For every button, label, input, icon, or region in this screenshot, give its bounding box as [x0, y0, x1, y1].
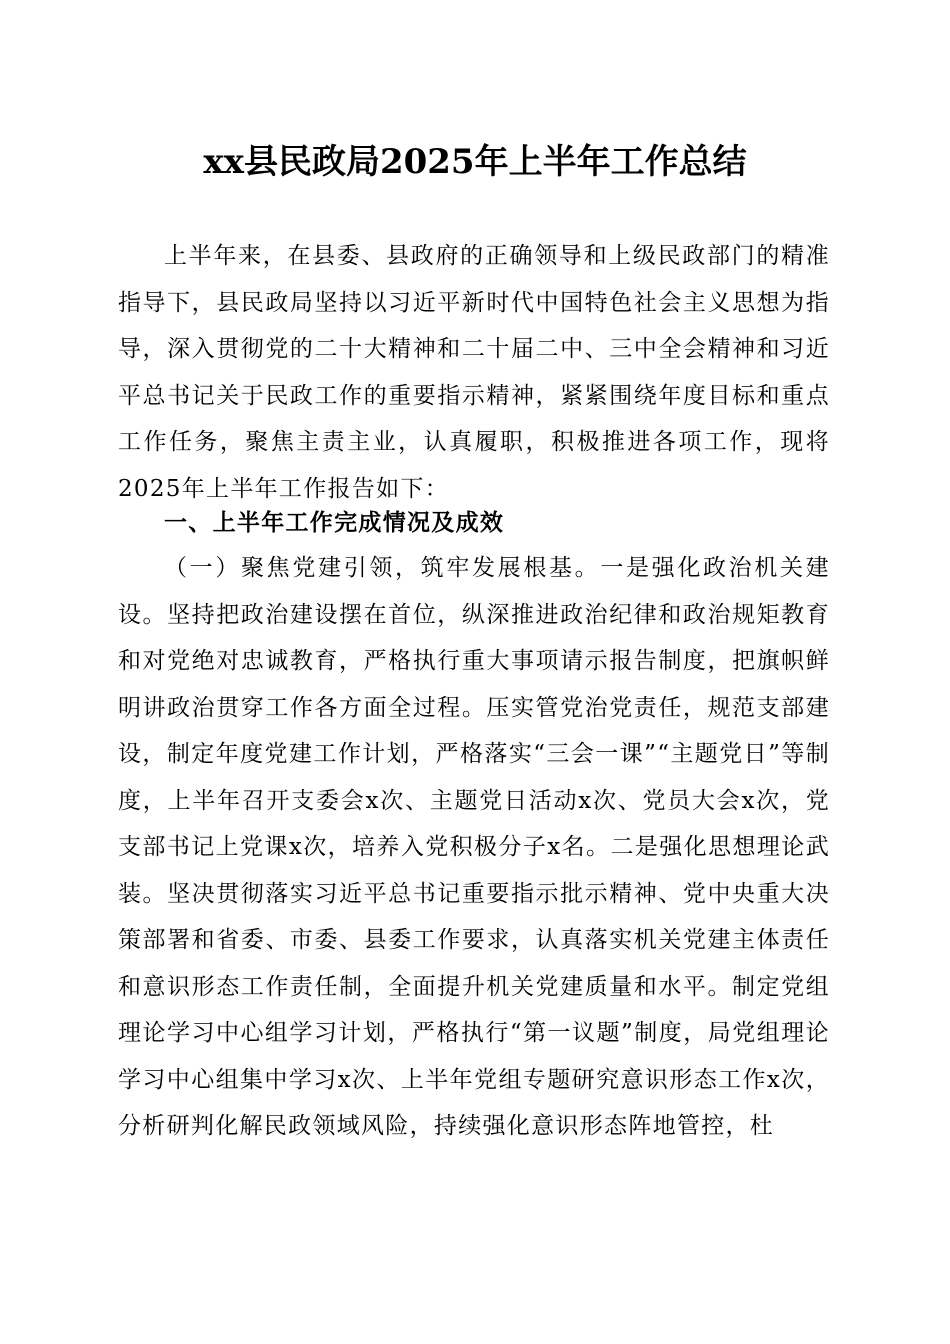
section-paragraph-block [118, 545, 830, 1150]
intro-paragraph-block [118, 233, 830, 512]
section-paragraph: （一）聚焦党建引领，筑牢发展根基。一是强化政治机关建设。坚持把政治建设摆在首位，纵深推进政治纪律和政治规矩教育和对党绝对忠诚教育，严格执行重大事项请示报告制度，把旗帜鲜明讲政治贯穿工作各方面全过程。压实管党治党责任，规范支部建设，制定年度党建工作计划，严格落实“三会一课”“主题党日”等制度，上半年召开支委会x次、主题党日活动x次、党员大会x次，党支部书记上党课x次，培养入党积极分子x名。二是强化思想理论武装。坚决贯彻落实习近平总书记重要指示批示精神、党中央重大决策部署和省委、市委、县委工作要求，认真落实机关党建主体责任和意识形态工作责任制，全面提升机关党建质量和水平。制定党组理论学习中心组学习计划，严格执行“第一议题”制度，局党组理论学习中心组集中学习x次、上半年党组专题研究意识形态工作x次，分析研判化解民政领域风险，持续强化意识形态阵地管控，杜 [118, 555, 830, 1139]
section-heading: 一、上半年工作完成情况及成效 [164, 510, 505, 536]
document-title: xx县民政局2025年上半年工作总结 [203, 142, 747, 182]
intro-paragraph: 上半年来，在县委、县政府的正确领导和上级民政部门的精准指导下，县民政局坚持以习近平新时代中国特色社会主义思想为指导，深入贯彻党的二十大精神和二十届二中、三中全会精神和习近平总书记关于民政工作的重要指示精神，紧紧围绕年度目标和重点工作任务，聚焦主责主业，认真履职，积极推进各项工作，现将2025年上半年工作报告如下： [118, 243, 830, 502]
